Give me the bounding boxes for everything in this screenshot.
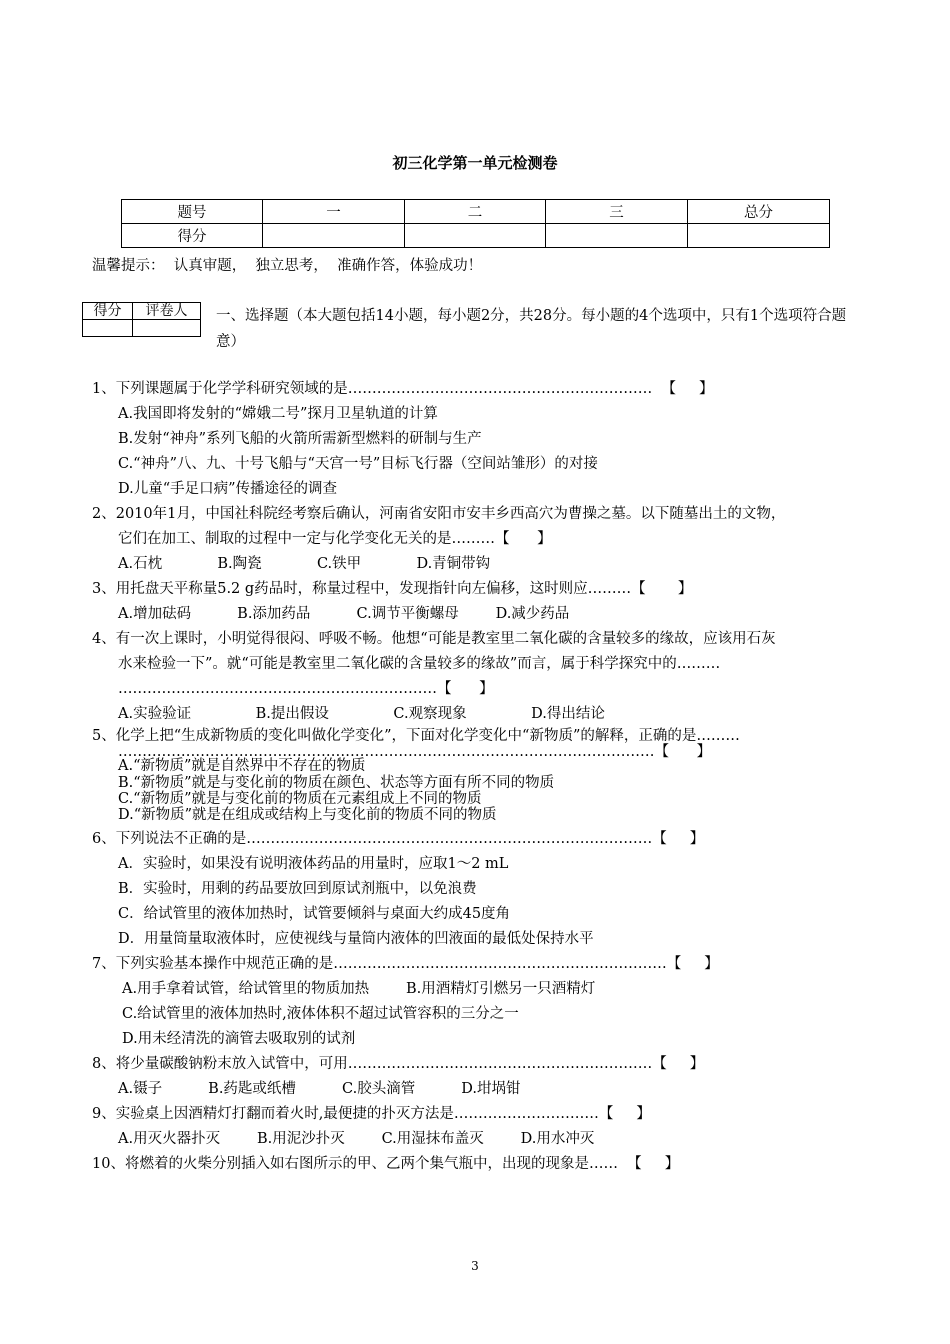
- score-cell[interactable]: [688, 224, 830, 248]
- question-3: 3、用托盘天平称量5.2 g药品时，称量过程中，发现指针向左偏移，这时则应………【 】: [92, 581, 693, 597]
- option-line: D．用量筒量取液体时，应使视线与量筒内液体的凹液面的最低处保持水平: [118, 931, 594, 947]
- section-1-heading: 一、选择题（本大题包括14小题，每小题2分，共28分。每小题的4个选项中，只有1个选项符合题意）: [216, 308, 847, 350]
- question-5-cont: …………………………………………………………………………………………………【 】: [118, 744, 712, 760]
- score-header-cell: 二: [405, 200, 546, 224]
- question-9: 9、实验桌上因酒精灯打翻而着火时,最便捷的扑灭方法是…………………………【 】: [92, 1106, 651, 1122]
- option-line: C．给试管里的液体加热时，试管要倾斜与桌面大约成45度角: [118, 906, 511, 922]
- page-number: 3: [471, 1259, 479, 1273]
- option-line: B.“新物质”就是与变化前的物质在颜色、状态等方面有所不同的物质: [118, 775, 555, 791]
- grader-reviewer-label: 评卷人: [133, 303, 201, 320]
- option-line: D.用未经清洗的滴管去吸取别的试剂: [122, 1031, 356, 1047]
- option-line: B.发射“神舟”系列飞船的火箭所需新型燃料的研制与生产: [118, 431, 482, 447]
- score-cell[interactable]: [405, 224, 546, 248]
- question-5: 5、化学上把“生成新物质的变化叫做化学变化”，下面对化学变化中“新物质”的解释，正确的是………: [92, 728, 740, 744]
- option-line: A.实验验证 B.提出假设 C.观察现象 D.得出结论: [118, 706, 605, 722]
- option-line: A.镊子 B.药匙或纸槽 C.胶头滴管 D.坩埚钳: [118, 1081, 521, 1097]
- option-line: C.“神舟”八、九、十号飞船与“天宫一号”目标飞行器（空间站雏形）的对接: [118, 456, 598, 472]
- question-2: 2、2010年1月，中国社科院经考察后确认，河南省安阳市安丰乡西高穴为曹操之墓。以下随墓出土的文物，: [92, 506, 786, 522]
- question-4: 4、有一次上课时，小明觉得很闷、呼吸不畅。他想“可能是教室里二氧化碳的含量较多的缘故，应该用石灰: [92, 631, 776, 647]
- question-1: 1、下列课题属于化学学科研究领域的是……………………………………………………… 【 】: [92, 381, 714, 397]
- option-line: A．实验时，如果没有说明液体药品的用量时，应取1～2 mL: [118, 856, 509, 872]
- score-row-label: 得分: [122, 224, 263, 248]
- option-line: A.用灭火器扑灭 B.用泥沙扑灭 C.用湿抹布盖灭 D.用水冲灭: [118, 1131, 595, 1147]
- option-line: A.我国即将发射的“嫦娥二号”探月卫星轨道的计算: [118, 406, 438, 422]
- score-table: [121, 199, 830, 248]
- grader-table: [82, 302, 201, 337]
- score-table-row: [122, 224, 830, 248]
- option-line: C.“新物质”就是与变化前的物质在元素组成上不同的物质: [118, 791, 482, 807]
- question-8: 8、将少量碳酸钠粉末放入试管中，可用………………………………………………………【 】: [92, 1056, 705, 1072]
- option-line: A.用手拿着试管，给试管里的物质加热 B.用酒精灯引燃另一只酒精灯: [122, 981, 596, 997]
- score-cell[interactable]: [546, 224, 688, 248]
- score-header-cell: 一: [263, 200, 405, 224]
- option-line: A.石枕 B.陶瓷 C.铁甲 D.青铜带钩: [118, 556, 491, 572]
- option-line: D.“新物质”就是在组成或结构上与变化前的物质不同的物质: [118, 807, 497, 823]
- score-header-cell: 三: [546, 200, 688, 224]
- question-10: 10、将燃着的火柴分别插入如右图所示的甲、乙两个集气瓶中，出现的现象是…… 【 】: [92, 1156, 680, 1172]
- option-line: D.儿童“手足口病”传播途径的调查: [118, 481, 338, 497]
- grader-reviewer-cell[interactable]: [133, 320, 201, 337]
- question-2-cont: 它们在加工、制取的过程中一定与化学变化无关的是………【 】: [118, 531, 552, 547]
- tip-text: 温馨提示： 认真审题， 独立思考， 准确作答，体验成功！: [92, 258, 483, 274]
- grader-score-cell[interactable]: [83, 320, 133, 337]
- option-line: A.“新物质”就是自然界中不存在的物质: [118, 758, 366, 774]
- question-4-cont: 水来检验一下”。就“可能是教室里二氧化碳的含量较多的缘故”而言，属于科学探究中的………: [118, 656, 721, 672]
- question-4-cont: …………………………………………………………【 】: [118, 681, 494, 697]
- option-line: C.给试管里的液体加热时,液体体积不超过试管容积的三分之一: [122, 1006, 519, 1022]
- option-line: B．实验时，用剩的药品要放回到原试剂瓶中，以免浪费: [118, 881, 477, 897]
- page-title: 初三化学第一单元检测卷: [392, 154, 558, 172]
- score-table-header-row: [122, 200, 830, 224]
- grader-score-label: 得分: [83, 303, 133, 320]
- option-line: A.增加砝码 B.添加药品 C.调节平衡螺母 D.减少药品: [118, 606, 570, 622]
- question-7: 7、下列实验基本操作中规范正确的是……………………………………………………………【 】: [92, 956, 719, 972]
- score-header-cell: 题号: [122, 200, 263, 224]
- question-6: 6、下列说法不正确的是…………………………………………………………………………【 】: [92, 831, 705, 847]
- score-cell[interactable]: [263, 224, 405, 248]
- score-header-cell: 总分: [688, 200, 830, 224]
